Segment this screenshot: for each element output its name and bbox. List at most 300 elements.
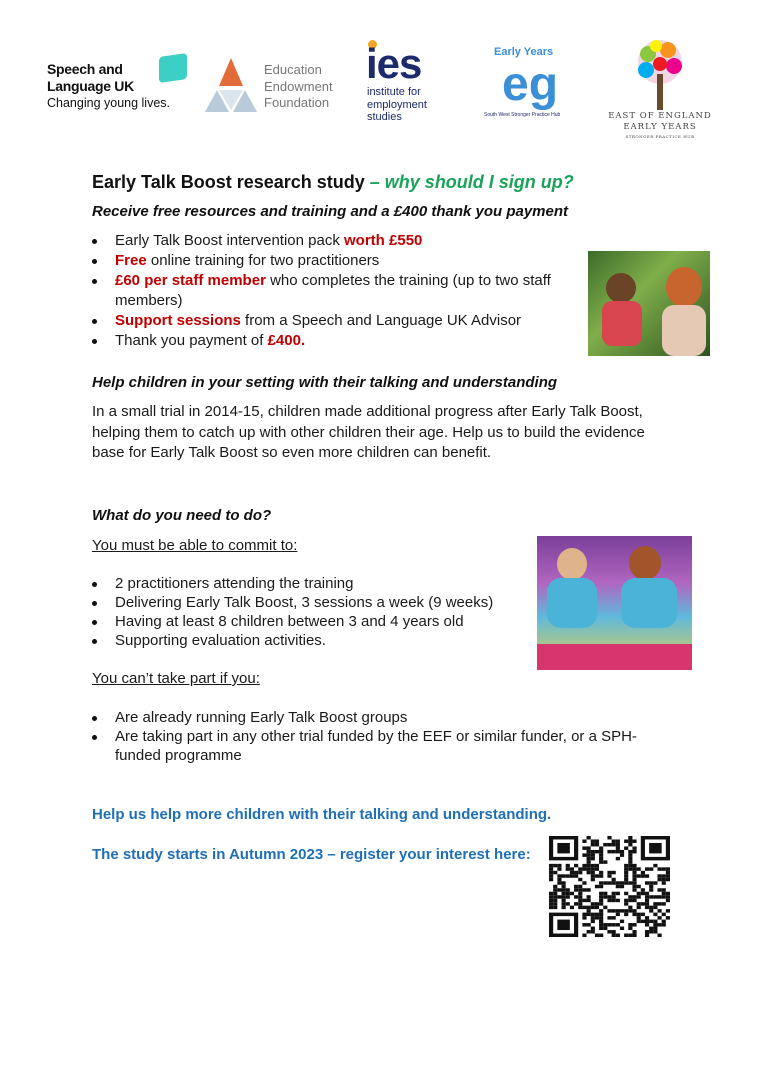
- qr-module: [557, 895, 561, 898]
- qr-module: [607, 909, 611, 912]
- list-item: Delivering Early Talk Boost, 3 sessions a week (9 weeks): [92, 593, 532, 612]
- qr-module: [574, 871, 578, 874]
- qr-module: [637, 913, 641, 916]
- qr-module: [570, 906, 574, 909]
- qr-module: [607, 895, 611, 898]
- qr-module: [562, 895, 566, 898]
- cta-line-1: Help us help more children with their talking and understanding.: [92, 806, 552, 823]
- qr-module: [562, 899, 566, 902]
- qr-module: [657, 909, 661, 912]
- qr-module: [612, 843, 616, 846]
- qr-module: [587, 867, 591, 870]
- qr-module: [595, 867, 599, 870]
- qr-module: [587, 836, 591, 839]
- item-text: Thank you payment of: [115, 332, 268, 349]
- qr-module: [612, 881, 616, 884]
- qr-module: [607, 836, 611, 839]
- qr-module: [628, 853, 632, 856]
- qr-module: [612, 923, 616, 926]
- qr-module: [587, 895, 591, 898]
- qr-module: [587, 923, 591, 926]
- list-item: 2 practitioners attending the training: [92, 574, 532, 593]
- qr-module: [612, 871, 616, 874]
- qr-module: [624, 913, 628, 916]
- qr-module: [574, 895, 578, 898]
- qr-module: [624, 864, 628, 867]
- qr-module: [632, 909, 636, 912]
- qr-module: [641, 920, 645, 923]
- qr-module: [578, 906, 582, 909]
- qr-module: [549, 871, 553, 874]
- qr-module: [603, 895, 607, 898]
- ies-logo: [366, 40, 456, 126]
- qr-module: [612, 850, 616, 853]
- qr-module: [649, 867, 653, 870]
- qr-module: [653, 927, 657, 930]
- qr-module: [591, 857, 595, 860]
- qr-module: [612, 916, 616, 919]
- qr-module: [553, 902, 557, 905]
- qr-module: [566, 895, 570, 898]
- qr-module: [649, 906, 653, 909]
- qr-module: [595, 874, 599, 877]
- qr-module: [582, 934, 586, 937]
- qr-module: [599, 860, 603, 863]
- qr-module: [587, 853, 591, 856]
- qr-module: [599, 846, 603, 849]
- qr-module: [562, 892, 566, 895]
- qr-module: [662, 867, 666, 870]
- commit-label: You must be able to commit to:: [92, 537, 298, 554]
- qr-module: [612, 878, 616, 881]
- qr-module: [666, 874, 670, 877]
- qr-module: [628, 899, 632, 902]
- logo-text: Speech and: [47, 61, 123, 77]
- eef-text: [264, 62, 333, 112]
- qr-module: [578, 888, 582, 891]
- qr-module: [607, 930, 611, 933]
- qr-module: [637, 874, 641, 877]
- east-of-england-logo: [605, 38, 715, 142]
- qr-module: [549, 895, 553, 898]
- qr-module: [612, 934, 616, 937]
- qr-module: [591, 853, 595, 856]
- qr-module: [591, 906, 595, 909]
- qr-module: [612, 899, 616, 902]
- logo-text: Foundation: [264, 95, 330, 110]
- qr-module: [645, 881, 649, 884]
- qr-module: [637, 916, 641, 919]
- item-highlight: Free: [115, 252, 147, 269]
- qr-module: [553, 899, 557, 902]
- qr-module: [632, 895, 636, 898]
- section2-paragraph: In a small trial in 2014-15, children made additional progress after Early Talk Boost, helping them to catch up with other children their age. Help us to build the evidence base for Early Talk Boost so even more children can benefit.: [92, 403, 645, 461]
- qr-module: [653, 906, 657, 909]
- qr-module: [645, 902, 649, 905]
- qr-module: [603, 906, 607, 909]
- qr-module: [624, 878, 628, 881]
- qr-module: [599, 934, 603, 937]
- qr-module: [557, 843, 570, 853]
- qr-module: [574, 864, 578, 867]
- qr-module: [637, 920, 641, 923]
- logo-text: EARLY YEARS: [623, 122, 697, 132]
- qr-module: [595, 906, 599, 909]
- qr-module: [662, 920, 666, 923]
- qr-module: [620, 920, 624, 923]
- qr-module: [632, 899, 636, 902]
- qr-module: [607, 916, 611, 919]
- qr-module: [616, 846, 620, 849]
- qr-module: [553, 892, 557, 895]
- qr-module: [599, 850, 603, 853]
- qr-module: [595, 913, 599, 916]
- qr-module: [612, 895, 616, 898]
- qr-module: [645, 895, 649, 898]
- qr-module: [657, 867, 661, 870]
- qr-module: [570, 871, 574, 874]
- item-text: Early Talk Boost intervention pack: [115, 232, 345, 249]
- logo-text: Endowment: [264, 78, 333, 94]
- qr-module: [632, 871, 636, 874]
- qr-module: [587, 857, 591, 860]
- qr-module: [620, 853, 624, 856]
- qr-module: [662, 892, 666, 895]
- qr-module: [657, 902, 661, 905]
- qr-module: [549, 867, 553, 870]
- logo-text: STRONGER PRACTICE HUB: [625, 134, 695, 139]
- qr-module: [624, 867, 628, 870]
- practitioners-with-children-photo: [537, 536, 692, 670]
- list-item: [92, 251, 572, 271]
- qr-module: [557, 878, 561, 881]
- qr-module: [562, 906, 566, 909]
- qr-module: [616, 850, 620, 853]
- logo-text: Early Years: [494, 46, 554, 58]
- qr-module: [549, 892, 553, 895]
- qr-module: [599, 857, 603, 860]
- qr-module: [616, 899, 620, 902]
- qr-module: [599, 895, 603, 898]
- qr-module: [599, 892, 603, 895]
- qr-module: [662, 874, 666, 877]
- qr-module: [653, 920, 657, 923]
- qr-module: [574, 888, 578, 891]
- qr-module: [649, 920, 653, 923]
- qr-module: [637, 867, 641, 870]
- qr-module: [649, 843, 662, 853]
- qr-module: [628, 836, 632, 839]
- logo-text: studies: [367, 111, 402, 123]
- qr-module: [607, 874, 611, 877]
- qr-module: [624, 839, 628, 842]
- qr-module: [549, 864, 553, 867]
- list-item: [92, 331, 572, 351]
- commit-list: [92, 574, 532, 650]
- qr-module: [628, 867, 632, 870]
- qr-module: [637, 906, 641, 909]
- qr-module: [591, 927, 595, 930]
- qr-module: [599, 902, 603, 905]
- qr-module: [641, 892, 645, 895]
- qr-module: [645, 934, 649, 937]
- qr-module: [666, 871, 670, 874]
- qr-module: [637, 902, 641, 905]
- qr-module: [628, 927, 632, 930]
- qr-module: [595, 864, 599, 867]
- qr-module: [645, 916, 649, 919]
- logo-text: Education: [264, 62, 322, 77]
- benefits-list: [92, 231, 572, 351]
- qr-module: [607, 871, 611, 874]
- list-item: [92, 231, 572, 251]
- qr-module: [595, 916, 599, 919]
- qr-module: [624, 881, 628, 884]
- qr-module: [599, 916, 603, 919]
- item-highlight: £400.: [267, 332, 306, 349]
- qr-module: [582, 913, 586, 916]
- qr-module: [557, 864, 561, 867]
- qr-module: [591, 839, 595, 842]
- qr-module: [624, 909, 628, 912]
- qr-module: [595, 885, 599, 888]
- qr-module: [578, 892, 582, 895]
- qr-module: [582, 864, 586, 867]
- qr-module: [620, 850, 624, 853]
- qr-module: [657, 934, 661, 937]
- item-highlight: £60 per staff member: [115, 272, 266, 289]
- qr-module: [616, 913, 620, 916]
- qr-module: [566, 892, 570, 895]
- qr-module: [628, 881, 632, 884]
- qr-module: [624, 846, 628, 849]
- qr-module: [616, 923, 620, 926]
- qr-module: [616, 881, 620, 884]
- qr-module: [562, 881, 566, 884]
- logo-text: ies: [366, 40, 422, 87]
- qr-module: [649, 888, 653, 891]
- qr-module: [570, 867, 574, 870]
- qr-module: [628, 864, 632, 867]
- list-item: [92, 271, 572, 311]
- qr-module: [649, 895, 653, 898]
- qr-module: [591, 878, 595, 881]
- item-text: online training for two practitioners: [146, 252, 380, 269]
- qr-module: [578, 871, 582, 874]
- list-item: [92, 311, 572, 331]
- qr-module: [562, 885, 566, 888]
- section3-heading: What do you need to do?: [92, 507, 272, 524]
- qr-module: [628, 923, 632, 926]
- qr-module: [657, 923, 661, 926]
- qr-module: [557, 874, 561, 877]
- qr-module: [632, 913, 636, 916]
- qr-module: [582, 899, 586, 902]
- qr-module: [628, 843, 632, 846]
- qr-module: [632, 864, 636, 867]
- qr-module: [591, 902, 595, 905]
- qr-module: [553, 906, 557, 909]
- qr-module: [628, 850, 632, 853]
- qr-module: [582, 906, 586, 909]
- item-highlight: worth £550: [344, 232, 423, 249]
- qr-module: [591, 930, 595, 933]
- qr-module: [599, 909, 603, 912]
- logo-text: Language UK: [47, 78, 134, 94]
- qr-module: [599, 871, 603, 874]
- qr-module: [662, 888, 666, 891]
- qr-module: [632, 874, 636, 877]
- qr-module: [649, 885, 653, 888]
- qr-module: [603, 860, 607, 863]
- qr-code[interactable]: [549, 836, 670, 937]
- qr-module: [620, 927, 624, 930]
- speech-and-language-uk-logo: [47, 55, 187, 115]
- qr-module: [632, 934, 636, 937]
- qr-module: [632, 888, 636, 891]
- children-playing-photo: [588, 251, 710, 356]
- qr-module: [612, 909, 616, 912]
- qr-module: [578, 902, 582, 905]
- qr-module: [549, 902, 553, 905]
- qr-module: [566, 864, 570, 867]
- logo-tagline: Changing young lives.: [47, 96, 170, 110]
- qr-module: [666, 899, 670, 902]
- qr-module: [637, 885, 641, 888]
- qr-module: [591, 867, 595, 870]
- qr-module: [582, 881, 586, 884]
- qr-module: [666, 892, 670, 895]
- qr-module: [632, 930, 636, 933]
- qr-module: [591, 913, 595, 916]
- qr-module: [624, 892, 628, 895]
- list-item: Having at least 8 children between 3 and 4 years old: [92, 612, 532, 631]
- qr-module: [666, 909, 670, 912]
- qr-module: [607, 899, 611, 902]
- qr-module: [549, 906, 553, 909]
- qr-module: [628, 934, 632, 937]
- qr-module: [599, 899, 603, 902]
- qr-module: [649, 909, 653, 912]
- list-item: Are already running Early Talk Boost groups: [92, 708, 662, 727]
- qr-module: [578, 878, 582, 881]
- qr-module: [645, 867, 649, 870]
- qr-module: [587, 846, 591, 849]
- qr-module: [591, 864, 595, 867]
- qr-module: [657, 878, 661, 881]
- qr-module: [616, 839, 620, 842]
- qr-module: [662, 902, 666, 905]
- qr-module: [566, 888, 570, 891]
- qr-module: [553, 888, 557, 891]
- qr-module: [645, 923, 649, 926]
- qr-module: [607, 881, 611, 884]
- qr-module: [562, 874, 566, 877]
- qr-module: [603, 892, 607, 895]
- eoe-text: [605, 111, 715, 140]
- qr-module: [582, 853, 586, 856]
- qr-module: [612, 839, 616, 842]
- qr-module: [645, 920, 649, 923]
- qr-module: [599, 923, 603, 926]
- qr-module: [587, 913, 591, 916]
- qr-module: [612, 892, 616, 895]
- qr-module: [553, 864, 557, 867]
- qr-module: [591, 920, 595, 923]
- qr-module: [653, 930, 657, 933]
- qr-module: [624, 902, 628, 905]
- qr-module: [666, 916, 670, 919]
- qr-module: [632, 850, 636, 853]
- qr-module: [662, 913, 666, 916]
- qr-module: [582, 888, 586, 891]
- qr-module: [587, 930, 591, 933]
- qr-module: [595, 850, 599, 853]
- qr-module: [553, 885, 557, 888]
- qr-module: [645, 906, 649, 909]
- qr-module: [628, 839, 632, 842]
- qr-module: [553, 895, 557, 898]
- qr-module: [645, 899, 649, 902]
- qr-module: [557, 920, 570, 930]
- qr-module: [603, 881, 607, 884]
- qr-module: [632, 885, 636, 888]
- qr-module: [645, 930, 649, 933]
- qr-module: [574, 874, 578, 877]
- logo-text: EAST OF ENGLAND: [608, 111, 712, 121]
- qr-module: [587, 871, 591, 874]
- list-item: Are taking part in any other trial funded by the EEF or similar funder, or a SPH-funded programme: [92, 727, 662, 765]
- qr-module: [574, 885, 578, 888]
- qr-module: [632, 878, 636, 881]
- qr-module: [574, 902, 578, 905]
- qr-module: [653, 895, 657, 898]
- qr-module: [587, 850, 591, 853]
- qr-module: [587, 906, 591, 909]
- qr-module: [624, 871, 628, 874]
- qr-module: [616, 843, 620, 846]
- tree-icon: [630, 38, 690, 110]
- qr-module: [620, 885, 624, 888]
- qr-module: [582, 839, 586, 842]
- qr-module: [562, 902, 566, 905]
- qr-module: [649, 927, 653, 930]
- qr-module: [632, 881, 636, 884]
- qr-module: [549, 899, 553, 902]
- qr-module: [587, 860, 591, 863]
- qr-module: [657, 888, 661, 891]
- qr-module: [578, 899, 582, 902]
- qr-module: [591, 916, 595, 919]
- qr-module: [570, 874, 574, 877]
- qr-module: [595, 934, 599, 937]
- qr-module: [645, 892, 649, 895]
- qr-module: [666, 878, 670, 881]
- qr-module: [657, 874, 661, 877]
- qr-module: [587, 888, 591, 891]
- qr-module: [632, 867, 636, 870]
- qr-module: [557, 867, 561, 870]
- qr-module: [649, 881, 653, 884]
- qr-module: [603, 927, 607, 930]
- qr-module: [603, 923, 607, 926]
- qr-module: [599, 881, 603, 884]
- qr-module: [620, 881, 624, 884]
- qr-module: [599, 853, 603, 856]
- qr-module: [566, 867, 570, 870]
- qr-module: [653, 881, 657, 884]
- qr-module: [632, 923, 636, 926]
